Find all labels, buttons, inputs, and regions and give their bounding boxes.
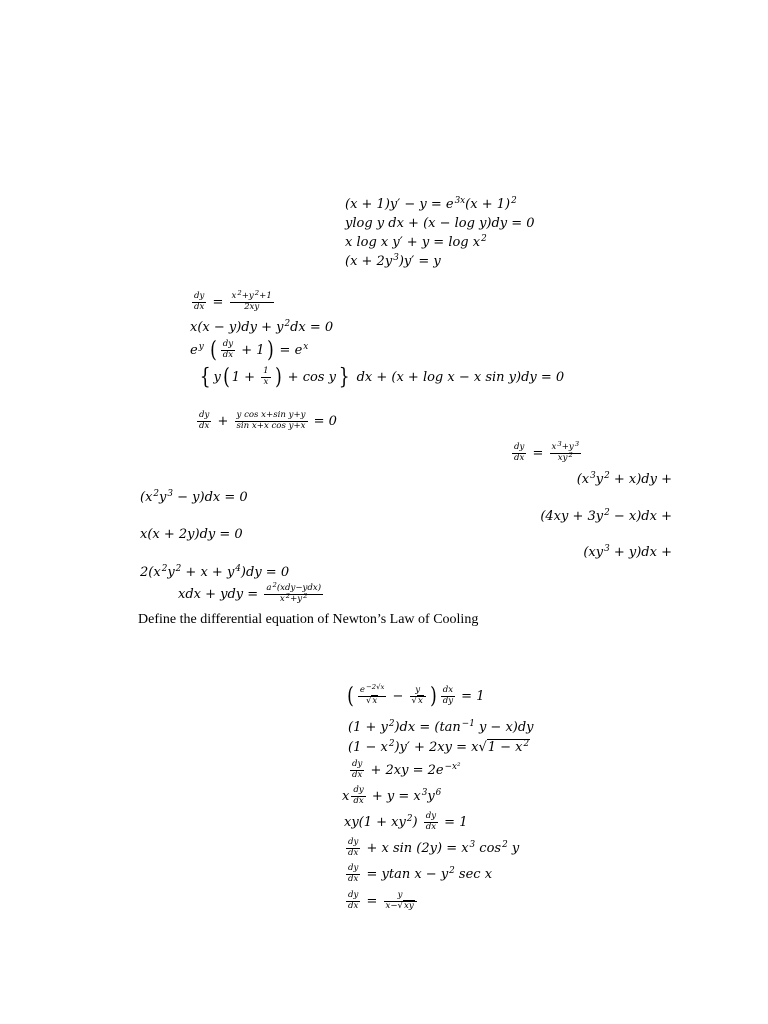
eq-superscript: 2 xyxy=(285,591,291,600)
eq-text: +y xyxy=(561,442,574,452)
eq-text: = xyxy=(528,445,548,461)
eq-text: y xyxy=(427,788,435,804)
eq-superscript: 3 xyxy=(557,439,562,448)
eq-text xyxy=(204,343,208,358)
eq-text: dy xyxy=(194,291,205,301)
eq-square-root xyxy=(366,697,378,707)
eq-text: y xyxy=(507,840,520,856)
equation-1 xyxy=(345,196,517,214)
eq-superscript: 3 xyxy=(604,544,610,555)
eq-text: dy xyxy=(353,785,364,795)
eq-text: )y′ = y xyxy=(398,254,441,269)
eq-text: (4xy + 3y xyxy=(540,509,604,524)
equation-7 xyxy=(190,339,308,362)
eq-denominator xyxy=(350,771,364,781)
eq-superscript: −x² xyxy=(444,762,461,772)
eq-text: xy xyxy=(404,900,414,911)
eq-text: e xyxy=(190,342,198,358)
eq-text: + x sin (2y) = x xyxy=(362,840,469,856)
eq-superscript: 3 xyxy=(469,840,476,850)
eq-text: = ytan x − y xyxy=(362,866,449,882)
eq-denominator xyxy=(261,378,270,388)
eq-fraction xyxy=(424,812,438,833)
eq-superscript: 2 xyxy=(523,739,530,750)
equation-10 xyxy=(510,439,583,464)
eq-text: dx xyxy=(194,301,205,312)
equation-16 xyxy=(140,564,289,582)
eq-text: 2(x xyxy=(140,565,161,580)
eq-fraction xyxy=(197,411,211,432)
eq-text: x xyxy=(342,788,350,804)
eq-denominator xyxy=(346,875,360,885)
eq-superscript: 3 xyxy=(574,439,580,448)
eq-text: (x xyxy=(140,490,153,505)
eq-text: + 2xy = 2e xyxy=(366,762,444,778)
eq-text: xy(1 + xy xyxy=(344,814,406,830)
equation-19 xyxy=(348,719,534,737)
eq-text: y − x)dy xyxy=(474,720,534,735)
eq-fraction xyxy=(512,443,526,464)
eq-superscript: 4 xyxy=(235,564,241,575)
eq-text: dy xyxy=(442,695,454,706)
eq-denominator xyxy=(358,697,386,707)
eq-text: )y′ + 2xy = x xyxy=(394,740,479,755)
eq-text: dy xyxy=(425,811,437,821)
eq-text: = 1 xyxy=(457,688,485,704)
eq-denominator xyxy=(197,422,211,432)
eq-text: dy xyxy=(222,339,234,350)
eq-text: xdx + ydy = xyxy=(178,586,263,602)
eq-text: dx xyxy=(442,685,454,696)
eq-text: y xyxy=(415,685,421,696)
eq-fraction xyxy=(264,580,323,605)
eq-superscript: 2 xyxy=(511,196,517,207)
eq-text: x xyxy=(231,291,237,301)
eq-text: +y xyxy=(241,291,254,301)
equation-5 xyxy=(190,288,276,313)
equation-11 xyxy=(577,471,672,489)
eq-text: a xyxy=(266,583,272,593)
eq-text: + x)dy + xyxy=(609,472,672,487)
eq-superscript: 2 xyxy=(175,564,182,575)
eq-denominator xyxy=(235,422,308,432)
eq-text: (xy xyxy=(583,545,604,560)
eq-fraction xyxy=(351,786,365,807)
eq-text: )dx = (tan xyxy=(394,720,461,735)
eq-text: dy xyxy=(514,442,525,452)
eq-text: x xyxy=(372,695,378,706)
eq-fraction xyxy=(358,682,386,707)
eq-text: x(x + 2y)dy = 0 xyxy=(140,527,243,542)
eq-denominator xyxy=(346,849,360,859)
equation-12 xyxy=(140,489,248,507)
eq-text: 1 xyxy=(263,366,269,377)
eq-text: + x + y xyxy=(181,565,235,580)
equation-18 xyxy=(345,682,485,709)
equation-13 xyxy=(540,508,672,526)
equation-14 xyxy=(140,526,243,544)
eq-superscript: 2 xyxy=(284,319,291,330)
equation-9 xyxy=(195,411,337,432)
eq-text: dy xyxy=(199,410,210,420)
eq-superscript: 2 xyxy=(303,591,308,600)
eq-text: dy xyxy=(352,759,363,769)
question-text: Define the differential equation of Newton’s Law of Cooling xyxy=(138,612,479,627)
eq-denominator xyxy=(441,697,455,707)
equation-24 xyxy=(344,838,519,859)
eq-denominator xyxy=(346,902,360,912)
eq-text: 1 + xyxy=(231,369,260,385)
eq-text: + xyxy=(213,413,233,429)
eq-text: xy xyxy=(557,452,568,463)
equation-25 xyxy=(344,864,492,885)
eq-text: 1 − x xyxy=(487,740,523,755)
eq-superscript: 2 xyxy=(161,564,168,575)
equation-2 xyxy=(345,215,535,233)
equation-23 xyxy=(344,812,467,833)
eq-fraction xyxy=(441,686,455,707)
eq-fraction xyxy=(346,891,360,912)
eq-text: − x)dx + xyxy=(609,509,672,524)
eq-superscript: 2 xyxy=(272,580,277,589)
eq-text: dx xyxy=(514,452,525,463)
eq-bracket: ( xyxy=(209,337,217,363)
equation-8 xyxy=(197,366,564,389)
eq-superscript: 2 xyxy=(237,288,242,297)
eq-text: x xyxy=(263,376,269,387)
eq-text: dx + (x + log x − x sin y)dy = 0 xyxy=(352,369,565,385)
eq-superscript: −1 xyxy=(461,719,475,730)
eq-text: dx xyxy=(348,847,359,858)
eq-bracket: ( xyxy=(347,683,354,709)
eq-fraction xyxy=(261,367,270,388)
eq-denominator xyxy=(351,797,365,807)
eq-text: dy xyxy=(348,890,359,900)
eq-superscript: y xyxy=(198,342,204,353)
eq-superscript: 2 xyxy=(153,489,160,500)
eq-denominator xyxy=(512,454,526,464)
eq-superscript: 2 xyxy=(604,508,610,519)
eq-square-root xyxy=(398,902,415,912)
eq-text: ) xyxy=(412,814,422,830)
eq-text: = e xyxy=(275,342,303,358)
eq-text: x xyxy=(551,442,557,452)
eq-fraction xyxy=(192,292,206,313)
equation-22 xyxy=(342,786,441,807)
eq-bracket: ( xyxy=(222,364,230,390)
eq-superscript: 2 xyxy=(406,814,413,824)
equation-4 xyxy=(345,253,441,271)
equation-3 xyxy=(345,234,487,252)
eq-superscript: 2 xyxy=(388,719,395,730)
eq-superscript: 3 xyxy=(590,471,596,482)
eq-text: = 0 xyxy=(309,413,337,429)
eq-radicand xyxy=(371,695,378,706)
equation-20 xyxy=(348,739,530,757)
eq-text: dx xyxy=(425,821,437,832)
eq-text: x xyxy=(417,695,423,706)
eq-text: (1 − x xyxy=(348,740,388,755)
eq-text: = xyxy=(362,893,382,909)
eq-text: dy xyxy=(348,863,359,873)
eq-fraction xyxy=(550,439,582,464)
equation-26 xyxy=(344,891,419,912)
eq-text: y xyxy=(213,369,221,385)
eq-text: dx xyxy=(199,420,210,431)
eq-denominator xyxy=(424,823,438,833)
eq-fraction xyxy=(384,891,417,912)
eq-radicand xyxy=(417,695,424,706)
eq-denominator xyxy=(192,303,206,313)
eq-text: x(x − y)dy + y xyxy=(190,320,284,335)
equation-6 xyxy=(190,319,333,337)
eq-superscript: 2 xyxy=(481,234,487,245)
eq-text: (x + 2y xyxy=(345,254,393,269)
eq-text: )dy = 0 xyxy=(240,565,290,580)
eq-bracket: ) xyxy=(274,364,282,390)
eq-superscript: 2 xyxy=(502,840,508,850)
eq-text: e xyxy=(359,685,365,696)
eq-denominator xyxy=(264,591,323,605)
eq-radicand xyxy=(487,739,530,755)
eq-fraction xyxy=(350,760,364,781)
eq-superscript: 2 xyxy=(254,288,260,297)
eq-square-root xyxy=(478,739,530,757)
eq-fraction xyxy=(346,838,360,859)
eq-text: (1 + y xyxy=(348,720,388,735)
eq-superscript: x xyxy=(303,342,309,353)
eq-text: − y)dx = 0 xyxy=(173,490,248,505)
eq-fraction xyxy=(221,340,235,361)
equation-15 xyxy=(583,544,672,562)
eq-text: ylog y dx + (x − log y)dy = 0 xyxy=(345,216,535,231)
eq-fraction xyxy=(235,411,308,432)
eq-denominator xyxy=(384,902,417,912)
eq-text: y cos x+sin y+y xyxy=(236,410,306,420)
eq-text: x log x y′ + y = log x xyxy=(345,235,481,250)
eq-text: dx xyxy=(353,795,364,806)
eq-bracket: ) xyxy=(266,337,274,363)
eq-superscript: 2 xyxy=(449,866,455,876)
equation-21 xyxy=(348,760,461,781)
eq-superscript: 3 xyxy=(421,788,428,798)
eq-superscript: −2√x xyxy=(365,682,385,691)
eq-text: y xyxy=(159,490,167,505)
eq-text: (xdy−ydx) xyxy=(276,583,322,593)
eq-text: dx xyxy=(348,900,359,911)
eq-text: = xyxy=(208,294,228,310)
eq-superscript: 6 xyxy=(435,788,442,798)
eq-text: dx = 0 xyxy=(290,320,334,335)
eq-text: (x xyxy=(576,472,590,487)
eq-text: + y = x xyxy=(367,788,421,804)
eq-text: y xyxy=(167,565,175,580)
eq-text: 2xy xyxy=(244,301,260,312)
eq-text: + y)dx + xyxy=(609,545,672,560)
eq-denominator xyxy=(410,697,426,707)
eq-text: dx xyxy=(222,349,234,360)
eq-text: = 1 xyxy=(440,814,468,830)
eq-fraction xyxy=(230,288,274,313)
eq-superscript: 3 xyxy=(393,253,399,264)
eq-superscript: 3x xyxy=(454,196,466,207)
eq-denominator xyxy=(221,351,235,361)
eq-text: y xyxy=(397,890,403,900)
eq-denominator xyxy=(230,303,274,313)
eq-fraction xyxy=(346,864,360,885)
eq-square-root xyxy=(412,697,424,707)
eq-superscript: 2 xyxy=(388,739,395,750)
eq-text: + cos y xyxy=(283,369,336,385)
eq-text: (x + 1) xyxy=(465,197,511,212)
eq-text: dx xyxy=(352,769,363,780)
eq-bracket: { xyxy=(199,364,211,390)
eq-text: − xyxy=(388,688,408,704)
eq-superscript: 2 xyxy=(568,450,573,459)
eq-denominator xyxy=(550,450,582,464)
eq-text: cos xyxy=(475,840,502,856)
eq-fraction xyxy=(410,686,426,707)
eq-text: +y xyxy=(290,593,303,604)
eq-superscript: 2 xyxy=(604,471,610,482)
eq-text: + 1 xyxy=(237,342,265,358)
eq-superscript: 3 xyxy=(167,489,174,500)
eq-text: +1 xyxy=(259,291,272,301)
eq-text: x− xyxy=(385,900,398,911)
eq-text: dx xyxy=(348,873,359,884)
eq-text: dy xyxy=(348,837,359,847)
eq-bracket: ) xyxy=(429,683,437,709)
eq-radicand xyxy=(403,900,415,911)
eq-text: sec x xyxy=(454,866,493,882)
eq-text: x xyxy=(279,593,285,604)
eq-bracket: } xyxy=(338,364,350,390)
eq-text: sin x+x cos y+x xyxy=(236,420,306,431)
eq-text: (x + 1)y′ − y = e xyxy=(345,197,454,212)
equation-17 xyxy=(178,580,325,605)
eq-text: y xyxy=(595,472,604,487)
